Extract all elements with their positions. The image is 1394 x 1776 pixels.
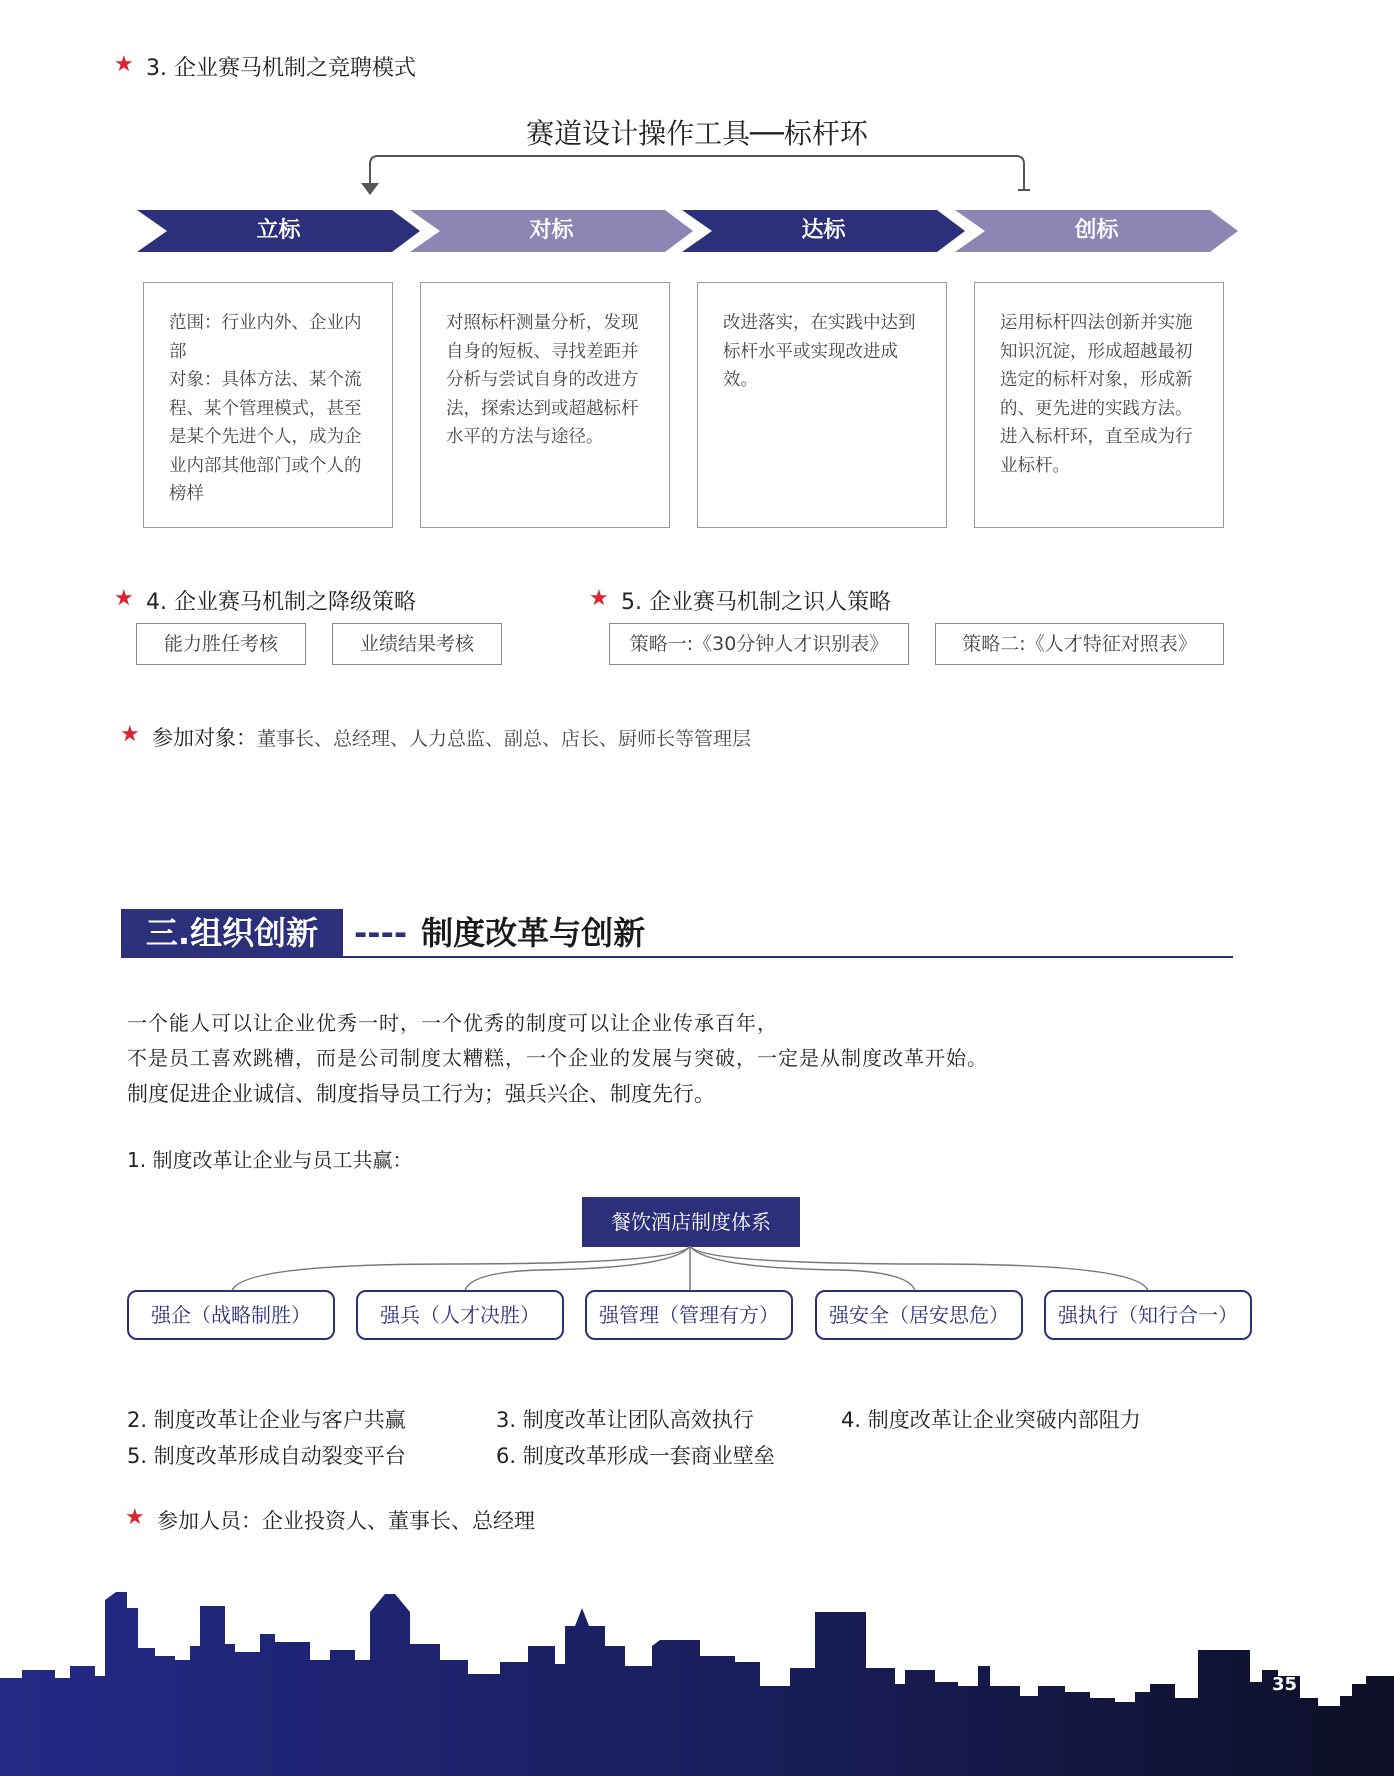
stage-label: 立标: [256, 218, 301, 243]
chapter-subtitle-line: [354, 909, 645, 958]
stage-desc-box-1: [143, 282, 393, 528]
downgrade-tag-ability: 能力胜任考核: [136, 623, 306, 665]
stage-desc: 运用标杆四法创新并实施知识沉淀，形成超越最初选定的标杆对象，形成新的、更先进的实践方法。进入标杆环，直至成为行业标杆。: [1000, 313, 1193, 476]
participants-line-1: [152, 722, 751, 752]
stage-chevron-3: [682, 210, 965, 252]
stage-desc-box-2: [420, 282, 670, 528]
stage-chevron-2: [410, 210, 693, 252]
participants-label: 参加对象：: [152, 726, 257, 750]
point-6: 6. 制度改革形成一套商业壁垒: [496, 1444, 775, 1468]
star-icon: ★: [114, 52, 134, 77]
chapter-subtitle: 制度改革与创新: [421, 914, 646, 952]
benchmark-title: 赛道设计操作工具──标杆环: [526, 117, 868, 150]
strategy-tag-1: 策略一:《30分钟人才识别表》: [609, 623, 909, 665]
stage-desc: 改进落实，在实践中达到标杆水平或实现改进成效。: [723, 313, 916, 390]
chapter-badge: 三.组织创新: [121, 909, 343, 958]
downgrade-tag-performance: 业绩结果考核: [332, 623, 502, 665]
stage-desc-box-4: [974, 282, 1224, 528]
system-child-strong-soldiers: 强兵（人才决胜）: [356, 1290, 564, 1340]
system-root: 餐饮酒店制度体系: [582, 1197, 800, 1247]
star-icon: ★: [120, 722, 140, 747]
stage-desc: 范围：行业内外、企业内部 对象：具体方法、某个流程、某个管理模式，甚至是某个先进个人，成为企业内部其他部门或个人的榜样: [169, 313, 362, 504]
star-icon: ★: [114, 586, 134, 611]
section3-title: 3. 企业赛马机制之竞聘模式: [146, 56, 416, 81]
stage-chevron-1: [137, 210, 420, 252]
participants-line-2: [157, 1505, 535, 1535]
system-child-strong-enterprise: 强企（战略制胜）: [127, 1290, 335, 1340]
strategy-tag-2: 策略二:《人才特征对照表》: [935, 623, 1224, 665]
system-child-strong-management: 强管理（管理有方）: [585, 1290, 793, 1340]
participants-label: 参加人员：: [157, 1509, 262, 1533]
loop-arrow: [360, 150, 1040, 200]
intro-line-3: 制度促进企业诚信、制度指导员工行为；强兵兴企、制度先行。: [127, 1082, 715, 1106]
point-1: 1. 制度改革让企业与员工共赢：: [127, 1148, 413, 1172]
stage-label: 达标: [801, 218, 846, 243]
point-5: 5. 制度改革形成自动裂变平台: [127, 1444, 406, 1468]
stage-desc: 对照标杆测量分析，发现自身的短板、寻找差距并分析与尝试自身的改进方法，探索达到或超越标杆水平的方法与途径。: [446, 313, 639, 447]
chapter-underline: [343, 956, 1233, 958]
intro-line-1: 一个能人可以让企业优秀一时，一个优秀的制度可以让企业传承百年，: [127, 1011, 778, 1035]
page-number: 35: [1272, 1674, 1298, 1695]
system-child-strong-safety: 强安全（居安思危）: [815, 1290, 1023, 1340]
star-icon: ★: [125, 1505, 145, 1530]
participants-value: 董事长、总经理、人力总监、副总、店长、厨师长等管理层: [257, 728, 752, 750]
chapter-dashes: ----: [354, 914, 408, 952]
intro-line-2: 不是员工喜欢跳槽，而是公司制度太糟糕，一个企业的发展与突破，一定是从制度改革开始。: [127, 1046, 988, 1070]
stage-desc-box-3: [697, 282, 947, 528]
stage-label: 创标: [1074, 218, 1119, 243]
point-4: 4. 制度改革让企业突破内部阻力: [841, 1408, 1141, 1432]
section4-title: 4. 企业赛马机制之降级策略: [146, 590, 416, 615]
stage-chevron-4: [955, 210, 1238, 252]
stage-label: 对标: [529, 218, 574, 243]
participants-value: 企业投资人、董事长、总经理: [262, 1509, 535, 1533]
point-3: 3. 制度改革让团队高效执行: [496, 1408, 754, 1432]
tree-connectors: [120, 1246, 1280, 1292]
system-child-strong-execution: 强执行（知行合一）: [1044, 1290, 1252, 1340]
section5-title: 5. 企业赛马机制之识人策略: [621, 590, 891, 615]
point-2: 2. 制度改革让企业与客户共赢: [127, 1408, 406, 1432]
star-icon: ★: [589, 586, 609, 611]
city-skyline-illustration: [0, 1586, 1394, 1776]
